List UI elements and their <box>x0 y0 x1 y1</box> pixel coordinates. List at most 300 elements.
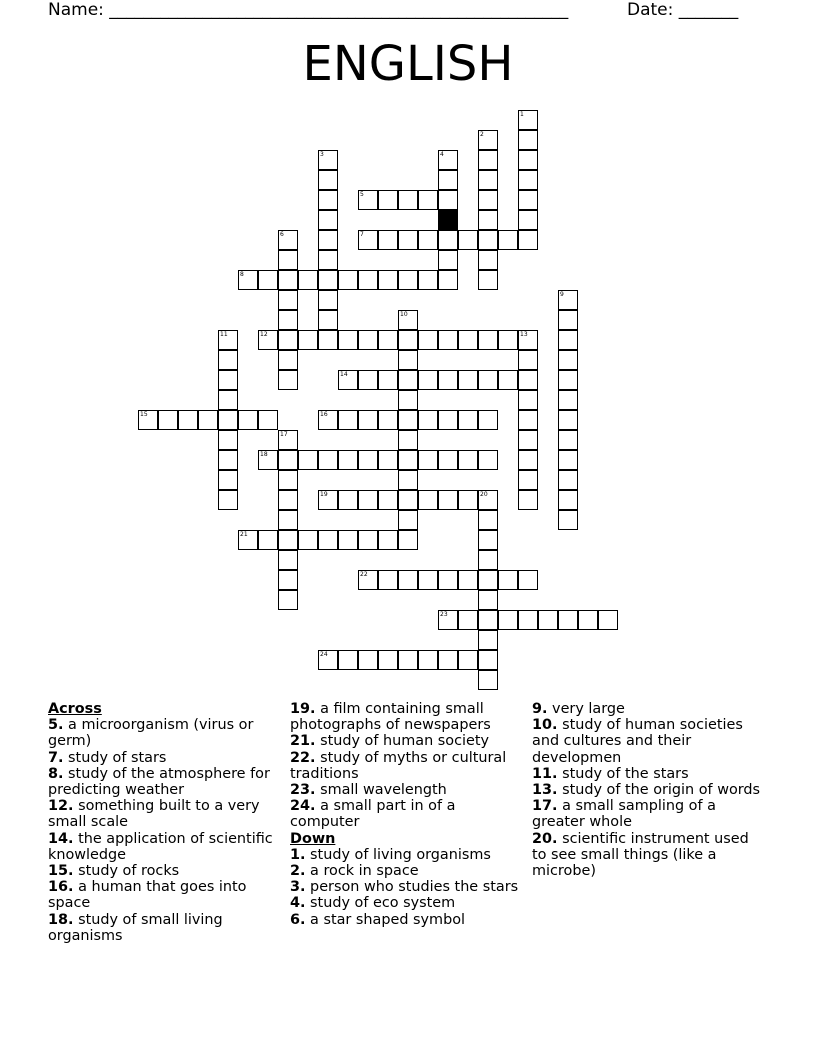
grid-cell[interactable] <box>518 190 538 210</box>
clue-number: 12. <box>48 798 74 815</box>
cell-number: 15 <box>140 411 148 418</box>
clue-number: 22. <box>290 749 316 766</box>
grid-cell[interactable] <box>358 530 378 550</box>
grid-cell[interactable] <box>458 570 478 590</box>
grid-cell[interactable] <box>378 650 398 670</box>
grid-cell[interactable] <box>338 530 358 550</box>
grid-cell[interactable] <box>218 390 238 410</box>
grid-cell[interactable] <box>438 650 458 670</box>
grid-cell[interactable] <box>338 330 358 350</box>
grid-cell[interactable] <box>478 450 498 470</box>
grid-cell[interactable] <box>258 330 278 350</box>
grid-cell[interactable] <box>458 370 478 390</box>
clue-number: 15. <box>48 863 74 880</box>
grid-cell[interactable] <box>478 170 498 190</box>
clue-text: small wavelength <box>315 782 447 799</box>
clue-text: person who studies the stars <box>305 879 519 896</box>
clue-text: study of human society <box>315 733 490 750</box>
grid-cell[interactable] <box>458 490 478 510</box>
grid-cell[interactable] <box>478 570 498 590</box>
cell-number: 6 <box>280 231 284 238</box>
grid-cell[interactable] <box>438 270 458 290</box>
grid-cell[interactable] <box>478 230 498 250</box>
grid-cell[interactable] <box>438 370 458 390</box>
grid-cell[interactable] <box>218 410 238 430</box>
grid-cell[interactable] <box>418 330 438 350</box>
grid-cell[interactable] <box>498 230 518 250</box>
black-cell <box>438 210 458 230</box>
grid-cell[interactable] <box>278 290 298 310</box>
across-clue <box>290 798 525 830</box>
grid-cell[interactable] <box>398 190 418 210</box>
cell-number: 13 <box>520 331 528 338</box>
clue-text: a small sampling of a greater whole <box>532 798 716 831</box>
grid-cell[interactable] <box>398 270 418 290</box>
grid-cell[interactable] <box>458 330 478 350</box>
cell-number: 22 <box>360 571 368 578</box>
grid-cell[interactable] <box>318 650 338 670</box>
cell-number: 20 <box>480 491 488 498</box>
clue-text: something built to a very small scale <box>48 798 260 831</box>
grid-cell[interactable] <box>518 170 538 190</box>
grid-cell[interactable] <box>418 270 438 290</box>
grid-cell[interactable] <box>478 150 498 170</box>
grid-cell[interactable] <box>158 410 178 430</box>
grid-cell[interactable] <box>518 370 538 390</box>
cell-number: 2 <box>480 131 484 138</box>
grid-cell[interactable] <box>338 270 358 290</box>
grid-cell[interactable] <box>318 250 338 270</box>
grid-cell[interactable] <box>518 230 538 250</box>
grid-cell[interactable] <box>378 270 398 290</box>
grid-cell[interactable] <box>518 330 538 350</box>
grid-cell[interactable] <box>318 150 338 170</box>
grid-cell[interactable] <box>318 190 338 210</box>
down-clue <box>532 766 767 782</box>
grid-cell[interactable] <box>478 530 498 550</box>
grid-cell[interactable] <box>438 330 458 350</box>
grid-cell[interactable] <box>478 270 498 290</box>
grid-cell[interactable] <box>518 390 538 410</box>
grid-cell[interactable] <box>458 410 478 430</box>
grid-cell[interactable] <box>278 490 298 510</box>
grid-cell[interactable] <box>318 530 338 550</box>
grid-cell[interactable] <box>418 370 438 390</box>
across-clue <box>290 733 525 749</box>
across-clue <box>290 782 525 798</box>
across-clue <box>290 750 525 782</box>
grid-cell[interactable] <box>438 490 458 510</box>
grid-cell[interactable] <box>558 610 578 630</box>
clue-number: 7. <box>48 749 64 766</box>
grid-cell[interactable] <box>358 570 378 590</box>
cell-number: 4 <box>440 151 444 158</box>
grid-cell[interactable] <box>538 610 558 630</box>
grid-cell[interactable] <box>478 490 498 510</box>
grid-cell[interactable] <box>398 230 418 250</box>
name-field[interactable]: Name: ______________________________________________________ <box>48 0 569 20</box>
grid-cell[interactable] <box>418 490 438 510</box>
across-clue <box>48 717 283 749</box>
grid-cell[interactable] <box>358 270 378 290</box>
grid-cell[interactable] <box>278 230 298 250</box>
grid-cell[interactable] <box>478 550 498 570</box>
grid-cell[interactable] <box>318 450 338 470</box>
grid-cell[interactable] <box>378 370 398 390</box>
grid-cell[interactable] <box>518 150 538 170</box>
grid-cell[interactable] <box>518 610 538 630</box>
clue-text: study of the atmosphere for predicting weather <box>48 765 270 799</box>
cell-number: 14 <box>340 371 348 378</box>
grid-cell[interactable] <box>338 370 358 390</box>
clue-text: scientific instrument used to see small things (like a microbe) <box>532 830 749 880</box>
grid-cell[interactable] <box>418 570 438 590</box>
grid-cell[interactable] <box>438 410 458 430</box>
grid-cell[interactable] <box>378 450 398 470</box>
grid-cell[interactable] <box>478 330 498 350</box>
grid-cell[interactable] <box>378 230 398 250</box>
clue-column-3 <box>532 701 767 879</box>
clue-text: study of stars <box>63 749 167 766</box>
grid-cell[interactable] <box>478 670 498 690</box>
grid-cell[interactable] <box>258 410 278 430</box>
grid-cell[interactable] <box>518 350 538 370</box>
grid-cell[interactable] <box>258 450 278 470</box>
grid-cell[interactable] <box>338 650 358 670</box>
grid-cell[interactable] <box>438 230 458 250</box>
grid-cell[interactable] <box>558 330 578 350</box>
grid-cell[interactable] <box>438 150 458 170</box>
grid-cell[interactable] <box>498 330 518 350</box>
grid-cell[interactable] <box>438 610 458 630</box>
grid-cell[interactable] <box>458 230 478 250</box>
grid-cell[interactable] <box>338 410 358 430</box>
clue-number: 17. <box>532 798 558 815</box>
down-clue <box>532 782 767 798</box>
grid-cell[interactable] <box>298 530 318 550</box>
grid-cell[interactable] <box>398 530 418 550</box>
grid-cell[interactable] <box>478 410 498 430</box>
grid-cell[interactable] <box>358 190 378 210</box>
grid-cell[interactable] <box>218 430 238 450</box>
grid-cell[interactable] <box>378 410 398 430</box>
grid-cell[interactable] <box>398 510 418 530</box>
clue-text: a human that goes into space <box>48 879 247 912</box>
grid-cell[interactable] <box>558 310 578 330</box>
cell-number: 7 <box>360 231 364 238</box>
grid-cell[interactable] <box>438 170 458 190</box>
grid-cell[interactable] <box>518 430 538 450</box>
clue-number: 1. <box>290 846 306 863</box>
grid-cell[interactable] <box>398 470 418 490</box>
cell-number: 11 <box>220 331 228 338</box>
grid-cell[interactable] <box>338 450 358 470</box>
clue-column-1 <box>48 701 283 944</box>
clue-number: 2. <box>290 863 306 880</box>
clue-number: 6. <box>290 911 306 928</box>
grid-cell[interactable] <box>218 350 238 370</box>
grid-cell[interactable] <box>438 250 458 270</box>
grid-cell[interactable] <box>418 450 438 470</box>
cell-number: 9 <box>560 291 564 298</box>
grid-cell[interactable] <box>458 450 478 470</box>
grid-cell[interactable] <box>438 450 458 470</box>
grid-cell[interactable] <box>218 470 238 490</box>
clue-text: study of eco system <box>305 895 456 912</box>
clue-number: 9. <box>532 701 548 717</box>
grid-cell[interactable] <box>378 490 398 510</box>
grid-cell[interactable] <box>518 570 538 590</box>
grid-cell[interactable] <box>498 610 518 630</box>
grid-cell[interactable] <box>518 450 538 470</box>
grid-cell[interactable] <box>398 330 418 350</box>
grid-cell[interactable] <box>478 650 498 670</box>
grid-cell[interactable] <box>398 310 418 330</box>
down-clue <box>532 717 767 766</box>
grid-cell[interactable] <box>358 230 378 250</box>
grid-cell[interactable] <box>318 170 338 190</box>
across-clue <box>48 831 283 863</box>
grid-cell[interactable] <box>278 450 298 470</box>
grid-cell[interactable] <box>218 330 238 350</box>
grid-cell[interactable] <box>478 630 498 650</box>
grid-cell[interactable] <box>318 490 338 510</box>
down-clue <box>290 863 525 879</box>
grid-cell[interactable] <box>338 490 358 510</box>
grid-cell[interactable] <box>438 190 458 210</box>
grid-cell[interactable] <box>418 650 438 670</box>
grid-cell[interactable] <box>238 270 258 290</box>
grid-cell[interactable] <box>278 550 298 570</box>
clue-number: 4. <box>290 895 306 912</box>
grid-cell[interactable] <box>518 490 538 510</box>
across-clue <box>48 766 283 798</box>
cell-number: 24 <box>320 651 328 658</box>
across-clue <box>48 912 283 944</box>
grid-cell[interactable] <box>518 110 538 130</box>
cell-number: 21 <box>240 531 248 538</box>
grid-cell[interactable] <box>518 470 538 490</box>
grid-cell[interactable] <box>318 310 338 330</box>
grid-cell[interactable] <box>498 570 518 590</box>
grid-cell[interactable] <box>418 190 438 210</box>
cell-number: 3 <box>320 151 324 158</box>
grid-cell[interactable] <box>358 490 378 510</box>
clue-column-2 <box>290 701 525 928</box>
grid-cell[interactable] <box>478 130 498 150</box>
grid-cell[interactable] <box>358 330 378 350</box>
grid-cell[interactable] <box>518 130 538 150</box>
cell-number: 17 <box>280 431 288 438</box>
clue-text: a rock in space <box>305 863 419 880</box>
grid-cell[interactable] <box>478 210 498 230</box>
grid-cell[interactable] <box>498 370 518 390</box>
clue-text: a film containing small photographs of newspapers <box>290 701 491 734</box>
grid-cell[interactable] <box>398 490 418 510</box>
grid-cell[interactable] <box>278 430 298 450</box>
grid-cell[interactable] <box>598 610 618 630</box>
grid-cell[interactable] <box>458 610 478 630</box>
grid-cell[interactable] <box>278 330 298 350</box>
date-field[interactable]: Date: _______ <box>627 0 739 20</box>
grid-cell[interactable] <box>518 210 538 230</box>
across-clue <box>48 798 283 830</box>
grid-cell[interactable] <box>558 470 578 490</box>
cell-number: 5 <box>360 191 364 198</box>
grid-cell[interactable] <box>398 430 418 450</box>
page-title: ENGLISH <box>302 36 514 92</box>
grid-cell[interactable] <box>318 210 338 230</box>
down-clue <box>290 879 525 895</box>
clue-number: 20. <box>532 830 558 847</box>
clue-text: the application of scientific knowledge <box>48 830 273 863</box>
across-clue <box>290 701 525 733</box>
grid-cell[interactable] <box>478 370 498 390</box>
grid-cell[interactable] <box>578 610 598 630</box>
clue-number: 14. <box>48 830 74 847</box>
grid-cell[interactable] <box>238 410 258 430</box>
clue-number: 19. <box>290 701 316 717</box>
grid-cell[interactable] <box>198 410 218 430</box>
grid-cell[interactable] <box>558 350 578 370</box>
clue-number: 3. <box>290 879 306 896</box>
grid-cell[interactable] <box>378 330 398 350</box>
across-clue <box>48 863 283 879</box>
cell-number: 23 <box>440 611 448 618</box>
down-clue <box>532 701 767 717</box>
grid-cell[interactable] <box>558 430 578 450</box>
grid-cell[interactable] <box>478 510 498 530</box>
grid-cell[interactable] <box>218 370 238 390</box>
clue-text: a star shaped symbol <box>305 911 466 928</box>
clue-number: 11. <box>532 765 558 782</box>
grid-cell[interactable] <box>398 390 418 410</box>
grid-cell[interactable] <box>398 450 418 470</box>
down-clue <box>290 895 525 911</box>
grid-cell[interactable] <box>138 410 158 430</box>
grid-cell[interactable] <box>398 650 418 670</box>
grid-cell[interactable] <box>278 270 298 290</box>
grid-cell[interactable] <box>358 450 378 470</box>
clue-number: 5. <box>48 717 64 734</box>
across-clue <box>48 879 283 911</box>
grid-cell[interactable] <box>278 350 298 370</box>
clue-number: 24. <box>290 798 316 815</box>
grid-cell[interactable] <box>478 190 498 210</box>
grid-cell[interactable] <box>478 610 498 630</box>
grid-cell[interactable] <box>318 290 338 310</box>
grid-cell[interactable] <box>298 330 318 350</box>
clue-text: study of living organisms <box>305 846 491 863</box>
grid-cell[interactable] <box>238 530 258 550</box>
cell-number: 10 <box>400 311 408 318</box>
grid-cell[interactable] <box>218 450 238 470</box>
clue-text: study of rocks <box>73 863 180 880</box>
cell-number: 1 <box>520 111 524 118</box>
clue-number: 21. <box>290 733 316 750</box>
grid-cell[interactable] <box>478 250 498 270</box>
grid-cell[interactable] <box>398 370 418 390</box>
grid-cell[interactable] <box>378 530 398 550</box>
grid-cell[interactable] <box>278 470 298 490</box>
grid-cell[interactable] <box>298 270 318 290</box>
grid-cell[interactable] <box>558 450 578 470</box>
clue-text: a small part in of a computer <box>290 798 456 831</box>
cell-number: 12 <box>260 331 268 338</box>
down-clue <box>532 798 767 830</box>
grid-cell[interactable] <box>558 490 578 510</box>
grid-cell[interactable] <box>278 590 298 610</box>
grid-cell[interactable] <box>278 510 298 530</box>
grid-cell[interactable] <box>398 570 418 590</box>
grid-cell[interactable] <box>298 450 318 470</box>
down-clue <box>290 847 525 863</box>
grid-cell[interactable] <box>278 370 298 390</box>
grid-cell[interactable] <box>438 570 458 590</box>
down-clue <box>532 831 767 880</box>
clue-text: study of small living organisms <box>48 911 223 944</box>
grid-cell[interactable] <box>478 590 498 610</box>
grid-cell[interactable] <box>558 510 578 530</box>
clue-number: 13. <box>532 782 558 799</box>
clue-text: study of human societies and cultures and their developmen <box>532 717 743 766</box>
clue-number: 10. <box>532 717 558 734</box>
grid-cell[interactable] <box>418 410 438 430</box>
grid-cell[interactable] <box>398 350 418 370</box>
grid-cell[interactable] <box>418 230 438 250</box>
grid-cell[interactable] <box>398 410 418 430</box>
grid-cell[interactable] <box>378 570 398 590</box>
cell-number: 16 <box>320 411 328 418</box>
grid-cell[interactable] <box>558 390 578 410</box>
grid-cell[interactable] <box>318 230 338 250</box>
across-clue <box>48 750 283 766</box>
grid-cell[interactable] <box>558 410 578 430</box>
down-heading: Down <box>290 830 336 847</box>
grid-cell[interactable] <box>218 490 238 510</box>
grid-cell[interactable] <box>378 190 398 210</box>
grid-cell[interactable] <box>258 270 278 290</box>
clue-text: study of myths or cultural traditions <box>290 749 507 782</box>
grid-cell[interactable] <box>358 370 378 390</box>
clue-text: study of the origin of words <box>557 782 761 799</box>
grid-cell[interactable] <box>278 250 298 270</box>
grid-cell[interactable] <box>518 410 538 430</box>
cell-number: 19 <box>320 491 328 498</box>
grid-cell[interactable] <box>278 530 298 550</box>
cell-number: 18 <box>260 451 268 458</box>
grid-cell[interactable] <box>458 650 478 670</box>
clue-text: very large <box>547 701 625 717</box>
grid-cell[interactable] <box>278 310 298 330</box>
grid-cell[interactable] <box>358 650 378 670</box>
across-heading: Across <box>48 701 102 717</box>
clue-number: 8. <box>48 765 64 782</box>
grid-cell[interactable] <box>318 270 338 290</box>
grid-cell[interactable] <box>318 330 338 350</box>
grid-cell[interactable] <box>318 410 338 430</box>
grid-cell[interactable] <box>558 370 578 390</box>
clue-text: a microorganism (virus or germ) <box>48 717 254 750</box>
grid-cell[interactable] <box>358 410 378 430</box>
grid-cell[interactable] <box>178 410 198 430</box>
clue-number: 18. <box>48 911 74 928</box>
clue-text: study of the stars <box>557 765 689 782</box>
grid-cell[interactable] <box>558 290 578 310</box>
grid-cell[interactable] <box>258 530 278 550</box>
clue-number: 23. <box>290 782 316 799</box>
grid-cell[interactable] <box>278 570 298 590</box>
